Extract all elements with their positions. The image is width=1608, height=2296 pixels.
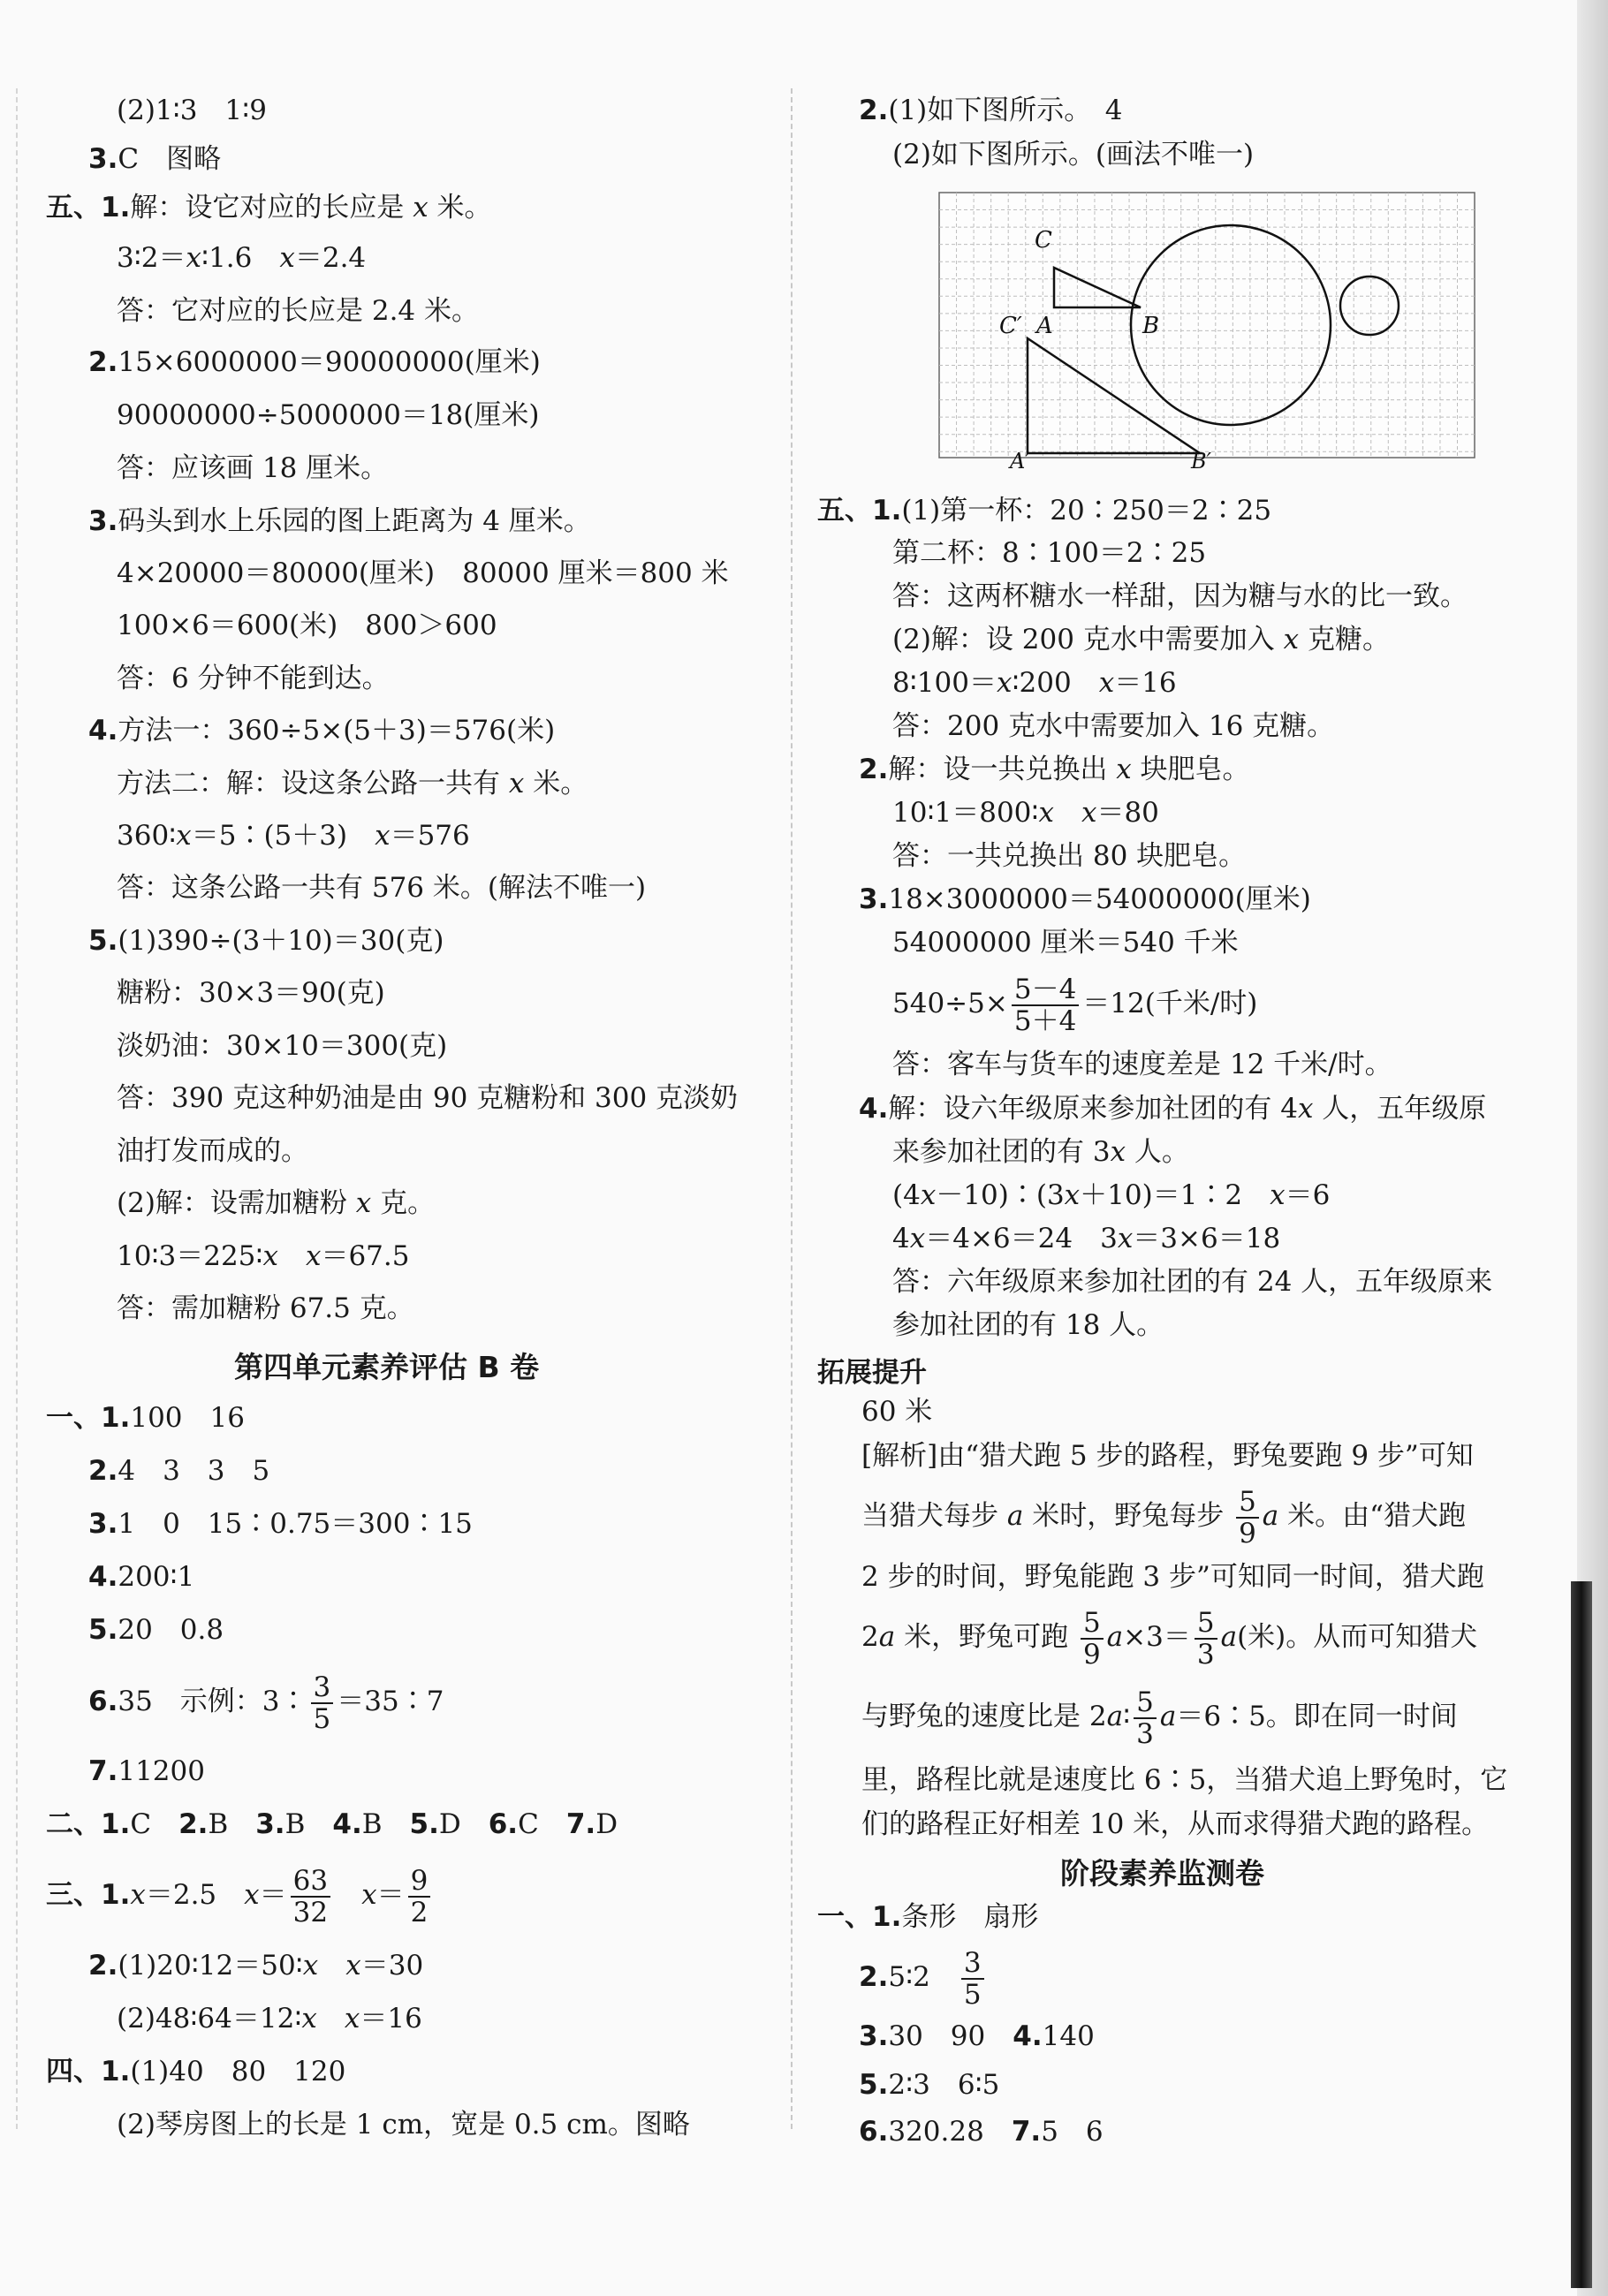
answer-line: (2)解：设需加糖粉 x 克。	[117, 1187, 436, 1219]
answer-line: 54000000 厘米＝540 千米	[892, 927, 1239, 959]
answer-line: 方法二：解：设这条公路一共有 x 米。	[117, 768, 588, 799]
answer-line: 5.20 0.8	[88, 1614, 224, 1646]
answer-line: 答：这两杯糖水一样甜，因为糖与水的比一致。	[892, 580, 1468, 612]
answer-line: 二、1.C 2.B 3.B 4.B 5.D 6.C 7.D	[46, 1808, 618, 1840]
answer-line: 7.11200	[88, 1755, 205, 1787]
answer-line: 2a 米，野兔可跑 $\frac{5}{9}$ a×3＝ $\frac{5}{3}$ a(米)。从而可知猎犬	[861, 1606, 1478, 1671]
answer-line: 10∶3＝225∶x x＝67.5	[117, 1240, 410, 1272]
answer-line: 3.18×3000000＝54000000(厘米)	[859, 883, 1311, 915]
answer-line: 4.方法一：360÷5×(5＋3)＝576(米)	[88, 715, 556, 746]
answer-line: 4x＝4×6＝24 3x＝3×6＝18	[892, 1223, 1281, 1254]
answer-line: 糖粉：30×3＝90(克)	[117, 977, 385, 1009]
fraction: $\frac{5}{9}$	[1081, 1608, 1104, 1670]
answer-line: 540÷5× $\frac{5-4}{5+4}$ ＝12(千米/时)	[892, 973, 1258, 1037]
answer-line: (2)解：设 200 克水中需要加入 x 克糖。	[892, 624, 1390, 655]
answer-line: 8∶100＝x∶200 x＝16	[892, 667, 1177, 699]
answer-line: 答：客车与货车的速度差是 12 千米/时。	[892, 1049, 1392, 1080]
answer-line: 三、1.x＝2.5 x＝ $\frac{63}{32}$ x＝ $\frac{9}{2}$	[46, 1861, 434, 1928]
answer-line: 答：6 分钟不能到达。	[117, 663, 390, 694]
answer-line: 当猎犬每步 a 米时，野兔每步 $\frac{5}{9}$ a 米。由“猎犬跑	[861, 1485, 1466, 1550]
answer-line: 6.35 示例：3∶ $\frac{3}{5}$ ＝35∶7	[88, 1671, 444, 1735]
answer-line: 们的路程正好相差 10 米，从而求得猎犬跑的路程。	[861, 1808, 1490, 1840]
answer-line: (2)1∶3 1∶9	[117, 95, 267, 126]
answer-line: 四、1.(1)40 80 120	[46, 2056, 346, 2088]
answer-line: 答：一共兑换出 80 块肥皂。	[892, 840, 1247, 872]
answer-line: 里，路程比就是速度比 6∶5，当猎犬追上野兔时，它	[861, 1764, 1508, 1796]
answer-line: 3.C 图略	[88, 143, 222, 175]
answer-line: 2.15×6000000＝90000000(厘米)	[88, 346, 541, 378]
answer-line: 一、1.条形 扇形	[817, 1901, 1039, 1933]
label-a-prime: A′	[1010, 449, 1030, 474]
answer-line: 100×6＝600(米) 800＞600	[117, 610, 497, 641]
fraction: $\frac{5}{3}$	[1134, 1687, 1157, 1749]
answer-line: 90000000÷5000000＝18(厘米)	[117, 399, 540, 431]
answer-line: 五、1.解：设它对应的长应是 x 米。	[46, 192, 492, 224]
answer-line: 5.(1)390÷(3＋10)＝30(克)	[88, 925, 444, 957]
label-c: C	[1035, 227, 1052, 254]
left-column	[35, 0, 786, 2296]
answer-line: 3.1 0 15∶0.75＝300∶15	[88, 1508, 473, 1540]
fraction: $\frac{5}{9}$	[1236, 1487, 1259, 1549]
label-a: A	[1036, 313, 1053, 339]
section-heading: 第四单元素养评估 B 卷	[234, 1350, 540, 1384]
fraction: $\frac{3}{5}$	[961, 1948, 984, 2010]
answer-line: 答：390 克这种奶油是由 90 克糖粉和 300 克淡奶	[117, 1082, 739, 1114]
answer-line: 4×20000＝80000(厘米) 80000 厘米＝800 米	[117, 557, 729, 589]
fraction: $\frac{63}{32}$	[291, 1866, 330, 1928]
answer-line: 答：需加糖粉 67.5 克。	[117, 1292, 414, 1324]
answer-line: 4.200∶1	[88, 1561, 195, 1593]
answer-line: 2.(1)20∶12＝50∶x x＝30	[88, 1950, 424, 1982]
section-heading: 拓展提升	[817, 1357, 927, 1389]
answer-line: 参加社团的有 18 人。	[892, 1309, 1164, 1341]
answer-line: 与野兔的速度比是 2a∶ $\frac{5}{3}$ a＝6∶5。即在同一时间	[861, 1686, 1458, 1750]
answer-line: 3∶2＝x∶1.6 x＝2.4	[117, 242, 367, 274]
answer-line: 6.320.28 7.5 6	[859, 2116, 1104, 2148]
answer-line: 答：它对应的长应是 2.4 米。	[117, 295, 480, 327]
label-c-prime: C′	[999, 313, 1022, 339]
answer-line: 答：应该画 18 厘米。	[117, 452, 389, 484]
answer-line: 2.解：设一共兑换出 x 块肥皂。	[859, 754, 1250, 785]
answer-line: 5.2∶3 6∶5	[859, 2069, 1000, 2101]
answer-line: 一、1.100 16	[46, 1402, 245, 1434]
answer-line: 答：200 克水中需要加入 16 克糖。	[892, 710, 1335, 742]
answer-line: 五、1.(1)第一杯：20∶250＝2∶25	[817, 495, 1272, 527]
label-b-prime: B′	[1191, 449, 1212, 474]
fraction: $\frac{9}{2}$	[408, 1866, 431, 1928]
fraction: $\frac{5}{3}$	[1195, 1608, 1217, 1670]
answer-line: (2)48∶64＝12∶x x＝16	[117, 2003, 422, 2035]
answer-line: 4.解：设六年级原来参加社团的有 4x 人，五年级原	[859, 1093, 1487, 1125]
fraction: $\frac{5-4}{5+4}$	[1012, 974, 1079, 1036]
answer-line: 油打发而成的。	[117, 1135, 308, 1167]
left-margin-line	[16, 88, 18, 2129]
answer-line: [解析]由“猎犬跑 5 步的路程，野兔要跑 9 步”可知	[861, 1440, 1474, 1472]
label-b: B	[1142, 313, 1160, 339]
answer-line: 答：六年级原来参加社团的有 24 人，五年级原来	[892, 1266, 1493, 1298]
answer-line: 来参加社团的有 3x 人。	[892, 1136, 1189, 1168]
answer-line: 3.码头到水上乐园的图上距离为 4 厘米。	[88, 505, 591, 537]
section-heading: 阶段素养监测卷	[1060, 1856, 1264, 1891]
answer-line: 2 步的时间，野兔能跑 3 步”可知同一时间，猎犬跑	[861, 1561, 1484, 1593]
answer-line: 2.(1)如下图所示。 4	[859, 95, 1123, 126]
answer-line: 3.30 90 4.140	[859, 2020, 1095, 2052]
answer-line: (2)如下图所示。(画法不唯一)	[892, 139, 1255, 170]
answer-line: 60 米	[861, 1396, 933, 1428]
fraction: $\frac{3}{5}$	[311, 1672, 334, 1734]
answer-line: 淡奶油：30×10＝300(克)	[117, 1030, 448, 1062]
column-divider	[791, 88, 793, 2129]
answer-line: 360∶x＝5∶(5＋3) x＝576	[117, 820, 470, 852]
answer-line: 2.4 3 3 5	[88, 1455, 270, 1487]
answer-line: 答：这条公路一共有 576 米。(解法不唯一)	[117, 872, 647, 904]
grid-figure	[939, 193, 1475, 474]
answer-line: (2)琴房图上的长是 1 cm，宽是 0.5 cm。图略	[117, 2109, 690, 2141]
answer-line: 第二杯：8∶100＝2∶25	[892, 537, 1207, 569]
page-binding-fold	[1571, 1581, 1592, 2288]
answer-line: (4x－10)∶(3x＋10)＝1∶2 x＝6	[892, 1179, 1331, 1211]
answer-line: 10∶1＝800∶x x＝80	[892, 797, 1159, 829]
answer-line: 2.5∶2 $\frac{3}{5}$	[859, 1944, 988, 2011]
